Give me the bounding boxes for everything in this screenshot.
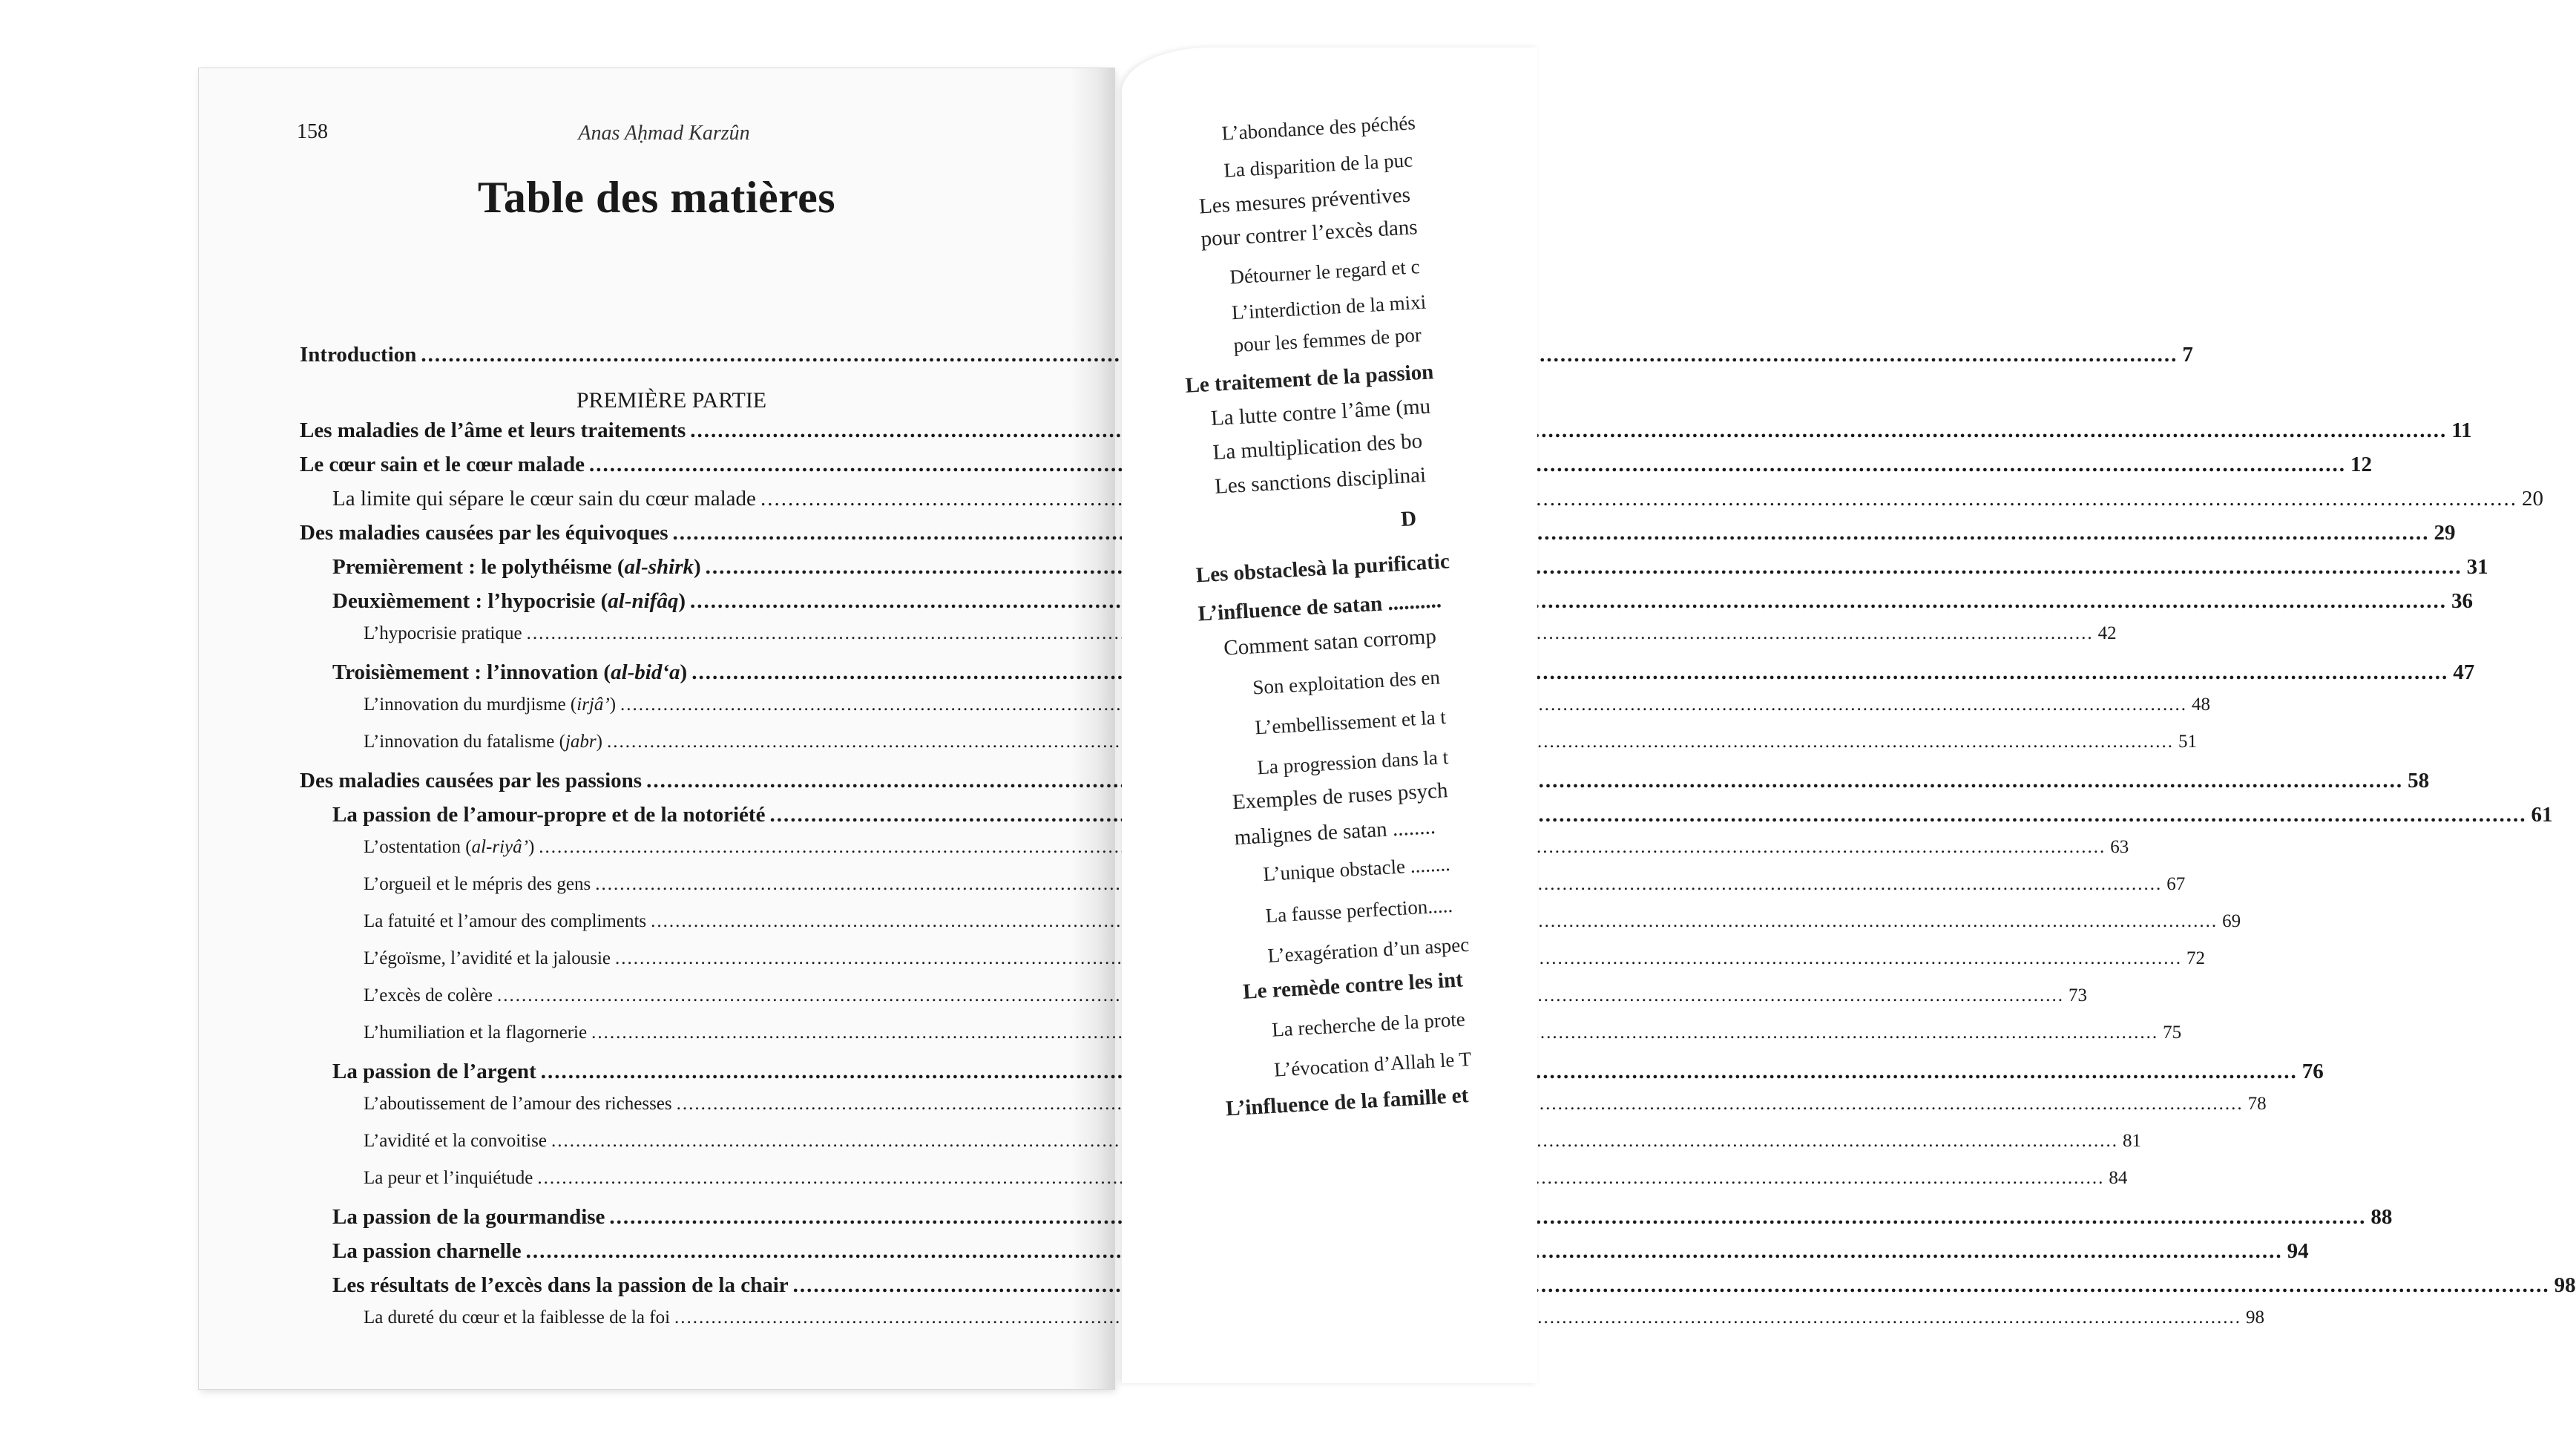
- toc-page-number: 76: [2301, 1060, 2324, 1083]
- facing-page-line: Détourner le regard et c: [1229, 255, 1421, 289]
- toc-entry[interactable]: [300, 911, 2241, 948]
- toc-entry[interactable]: [300, 487, 2543, 521]
- toc-entry-title: La passion charnelle: [332, 1239, 522, 1263]
- toc-entry-title: Les maladies de l’âme et leurs traitements: [300, 419, 686, 442]
- part-heading: PREMIÈRE PARTIE: [576, 388, 767, 413]
- dot-leader: [793, 1273, 2550, 1298]
- dot-leader: [673, 521, 2430, 545]
- toc-entry-title: Introduction: [300, 343, 417, 367]
- right-page-content: [1122, 10, 1789, 1121]
- toc-page-number: 36: [2451, 589, 2473, 613]
- toc-page-number: 63: [2110, 837, 2129, 857]
- toc-page-number: 29: [2434, 521, 2456, 545]
- toc-entry-title: Les résultats de l’excès dans la passion de la chair: [332, 1273, 789, 1297]
- toc-page-number: 61: [2531, 803, 2553, 827]
- toc-entry-title: L’aboutissement de l’amour des richesses: [364, 1094, 672, 1114]
- toc-page-number: 51: [2178, 732, 2197, 752]
- toc-entry-title: Des maladies causées par les équivoques: [300, 521, 668, 545]
- toc-page-number: 7: [2182, 343, 2193, 367]
- toc-entry-title: L’orgueil et le mépris des gens: [364, 874, 591, 894]
- facing-page-line: La disparition de la puc: [1223, 148, 1413, 182]
- toc-entry[interactable]: [300, 343, 2193, 377]
- toc-entry-title: Deuxièmement : l’hypocrisie (al-nifâq): [332, 589, 686, 613]
- facing-page-line: L’embellissement et la t: [1254, 706, 1447, 739]
- toc-entry[interactable]: [300, 1273, 2576, 1307]
- dot-leader: [706, 555, 2462, 580]
- toc-page-number: 48: [2192, 695, 2211, 715]
- toc-page-number: 42: [2097, 623, 2117, 643]
- toc-entry-title: La dureté du cœur et la faiblesse de la foi: [364, 1307, 671, 1328]
- running-header: [297, 120, 1031, 150]
- dot-leader: [690, 419, 2447, 443]
- facing-page-line: La multiplication des bo: [1212, 429, 1423, 465]
- author-name: Anas Aḥmad Karzûn: [578, 122, 750, 145]
- dot-leader: [769, 803, 2526, 827]
- toc-entry-title: La limite qui sépare le cœur sain du cœur malade: [332, 487, 756, 511]
- toc-entry[interactable]: [300, 521, 2456, 555]
- toc-entry[interactable]: [300, 1131, 2141, 1168]
- facing-page-line: Les mesures préventives: [1198, 183, 1411, 219]
- toc-entry-title: La passion de l’argent: [332, 1060, 536, 1083]
- toc-page-number: 84: [2109, 1168, 2128, 1188]
- toc-entry-title: L’humiliation et la flagornerie: [364, 1023, 588, 1043]
- facing-page-line: L’influence de satan ..........: [1197, 588, 1442, 626]
- facing-page-line: L’abondance des péchés: [1220, 111, 1416, 145]
- facing-page-line: L’unique obstacle ........: [1262, 853, 1451, 886]
- toc-entry[interactable]: [300, 1307, 2265, 1345]
- toc-entry-title: Le cœur sain et le cœur malade: [300, 453, 585, 476]
- toc-entry-title: La peur et l’inquiétude: [364, 1168, 533, 1188]
- page-number: 158: [297, 120, 328, 143]
- facing-page-line: D: [1400, 506, 1417, 531]
- facing-page-line: Les sanctions disciplinai: [1214, 463, 1427, 499]
- toc-entry[interactable]: [300, 1205, 2393, 1239]
- facing-page-line: La lutte contre l’âme (mu: [1210, 394, 1431, 431]
- toc-entry[interactable]: [300, 1168, 2128, 1205]
- facing-page-line: La progression dans la t: [1256, 745, 1449, 779]
- toc-entry-title: L’innovation du murdjisme (irjâ’): [364, 695, 617, 715]
- toc-page-number: 73: [2068, 985, 2087, 1005]
- toc-page-number: 75: [2163, 1023, 2182, 1043]
- toc-page-number: 11: [2451, 419, 2472, 442]
- toc-page-number: 58: [2408, 769, 2430, 792]
- toc-page-number: 31: [2466, 555, 2488, 579]
- toc-page-number: 12: [2350, 453, 2372, 476]
- facing-page-line: L’exagération d’un aspec: [1266, 933, 1470, 967]
- facing-page-line: La fausse perfection.....: [1264, 893, 1453, 927]
- toc-page-number: 98: [2554, 1273, 2576, 1297]
- facing-page-line: Exemples de ruses psych: [1232, 778, 1449, 815]
- toc-page-number: 81: [2122, 1131, 2141, 1151]
- page-gutter-shadow: [1070, 68, 1114, 1389]
- facing-page-line: Son exploitation des en: [1252, 666, 1441, 699]
- toc-page-number: 69: [2222, 911, 2241, 931]
- toc-page-number: 67: [2166, 874, 2186, 894]
- toc-page-number: 94: [2287, 1239, 2309, 1263]
- toc-page-number: 20: [2521, 487, 2543, 511]
- toc-entry-title: L’avidité et la convoitise: [364, 1131, 547, 1151]
- facing-page-line: pour contrer l’excès dans: [1200, 215, 1419, 252]
- toc-entry-title: Premièrement : le polythéisme (al-shirk): [332, 555, 701, 579]
- toc-entry-title: Troisièmement : l’innovation (al-bid‘a): [332, 660, 688, 684]
- facing-page-line: Les obstaclesà la purificatic: [1195, 549, 1450, 588]
- dot-leader: [760, 487, 2517, 511]
- dot-leader: [691, 660, 2448, 685]
- facing-page-line: La recherche de la prote: [1271, 1008, 1466, 1041]
- page-title: Table des matières: [477, 173, 836, 222]
- facing-page-line: Le remède contre les int: [1242, 968, 1464, 1004]
- toc-entry-title: L’hypocrisie pratique: [364, 623, 522, 643]
- toc-entry-title: L’innovation du fatalisme (jabr): [364, 732, 602, 752]
- facing-page-line: malignes de satan ........: [1233, 815, 1436, 850]
- toc-page-number: 72: [2186, 948, 2206, 968]
- toc-entry-title: Des maladies causées par les passions: [300, 769, 643, 792]
- right-page: [1122, 47, 1537, 1383]
- toc-entry-title: L’excès de colère: [364, 985, 493, 1005]
- facing-page-line: L’évocation d’Allah le T: [1273, 1047, 1472, 1081]
- toc-entry-title: La passion de l’amour-propre et de la notoriété: [332, 803, 766, 827]
- facing-page-line: pour les femmes de por: [1232, 324, 1422, 357]
- toc-entry[interactable]: [300, 1239, 2309, 1273]
- toc-entry-title: L’ostentation (al-riyâ’): [364, 837, 535, 857]
- dot-leader: [690, 589, 2447, 614]
- toc-page-number: 98: [2246, 1307, 2265, 1328]
- toc-page-number: 78: [2247, 1094, 2267, 1114]
- toc-entry-title: La passion de la gourmandise: [332, 1205, 605, 1229]
- facing-page-line: L’interdiction de la mixi: [1231, 290, 1427, 324]
- facing-page-line: Le traitement de la passion: [1184, 360, 1435, 398]
- toc-entry-title: L’égoïsme, l’avidité et la jalousie: [364, 948, 611, 968]
- facing-page-line: Comment satan corromp: [1223, 624, 1437, 660]
- toc-page-number: 47: [2453, 660, 2475, 684]
- facing-page-line: L’influence de la famille et: [1225, 1083, 1470, 1121]
- toc-page-number: 88: [2370, 1205, 2393, 1229]
- toc-entry-title: La fatuité et l’amour des compliments: [364, 911, 647, 931]
